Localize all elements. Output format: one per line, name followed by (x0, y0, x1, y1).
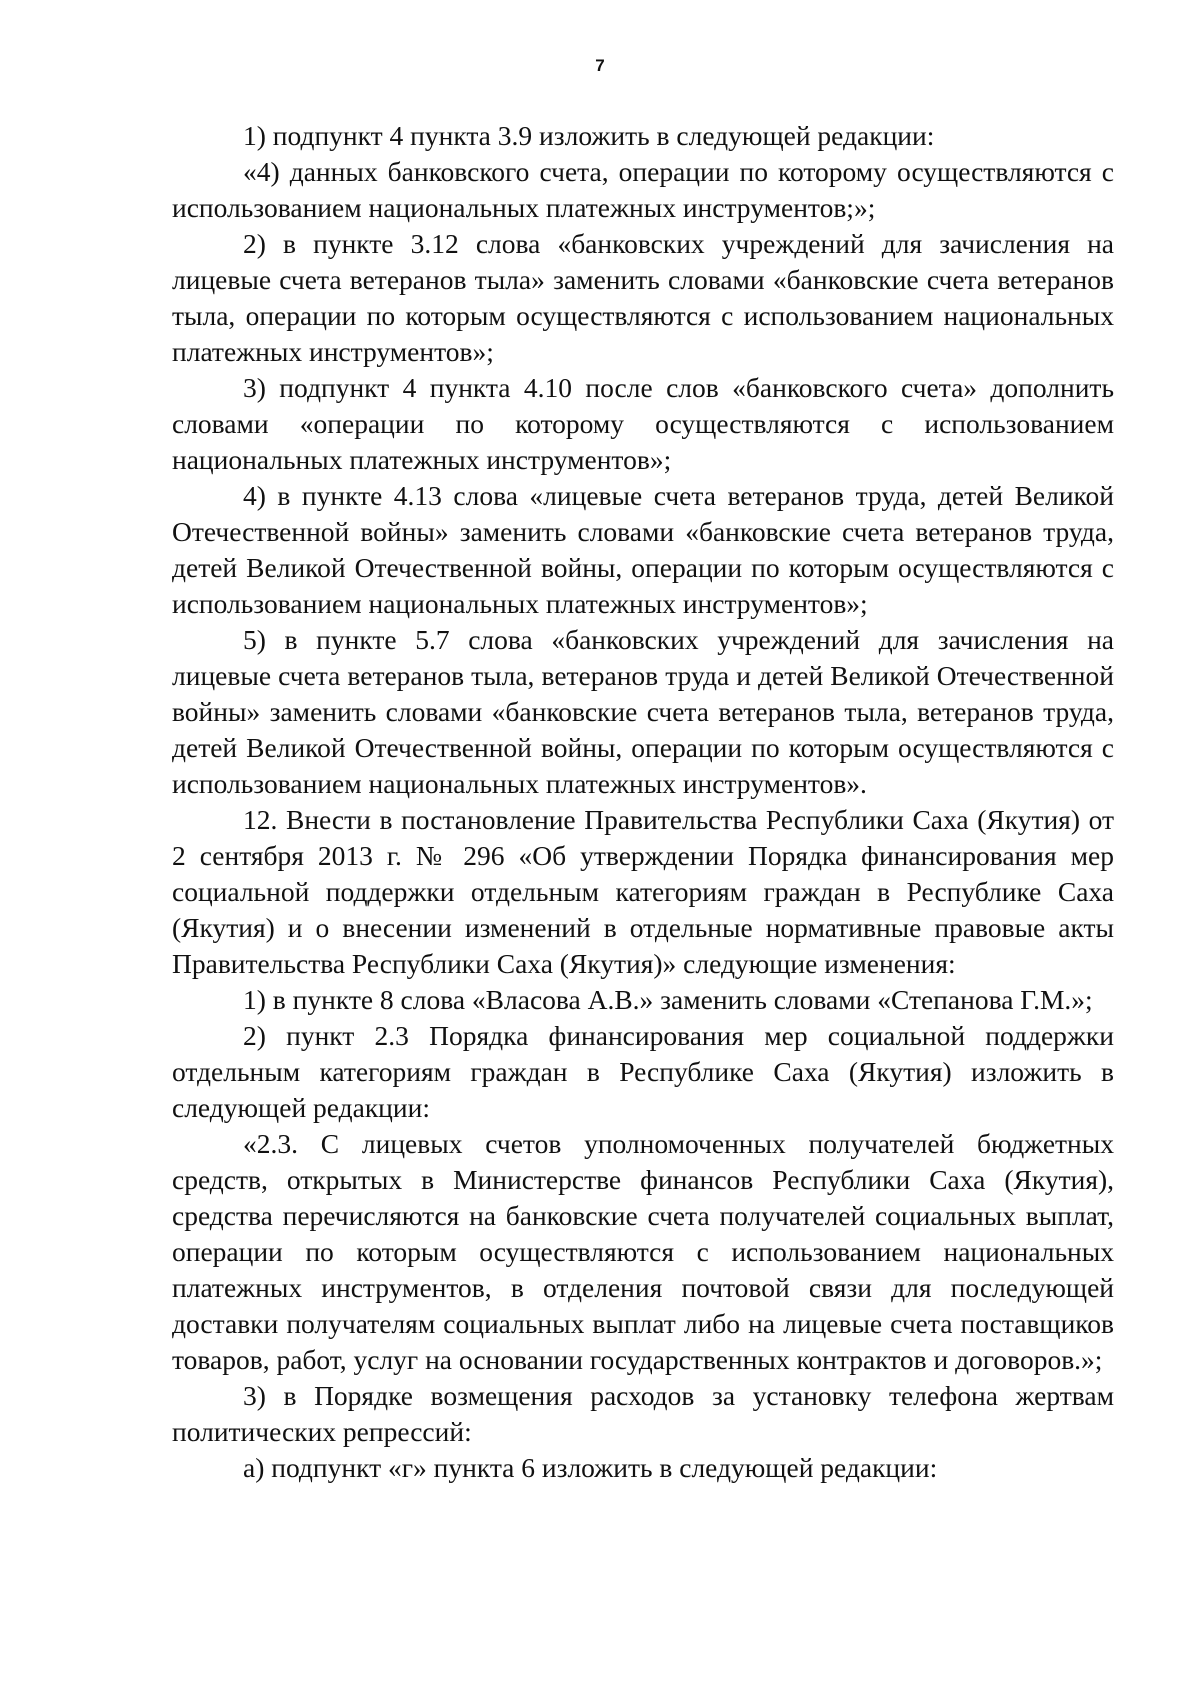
paragraph: 2) пункт 2.3 Порядка финансирования мер социальной поддержки отдельным категориям граждан в Республике Саха (Якутия) изложить в следующей редакции: (172, 1020, 1114, 1123)
paragraph: 3) подпункт 4 пункта 4.10 после слов «банковского счета» дополнить словами «операции по которому осуществляются с использованием национальных платежных инструментов»; (172, 372, 1114, 475)
paragraph: 1) в пункте 8 слова «Власова А.В.» заменить словами «Степанова Г.М.»; (243, 984, 1093, 1015)
document-body (172, 118, 1114, 1486)
paragraph: 5) в пункте 5.7 слова «банковских учреждений для зачисления на лицевые счета ветеранов тыла, ветеранов труда и детей Великой Отечественной войны» заменить словами «банковские счета ветеранов тыла, ветеранов труда, детей Великой Отечественной войны, операции по которым осуществляются с использованием национальных платежных инструментов». (172, 624, 1114, 799)
paragraph: а) подпункт «г» пункта 6 изложить в следующей редакции: (243, 1452, 938, 1483)
paragraph: 12. Внести в постановление Правительства Республики Саха (Якутия) от 2 сентября 2013 г. № 296 «Об утверждении Порядка финансирования мер социальной поддержки отдельным категориям граждан в Республике Саха (Якутия) и о внесении изменений в отдельные нормативные правовые акты Правительства Республики Саха (Якутия)» следующие изменения: (172, 804, 1114, 979)
paragraph: «2.3. С лицевых счетов уполномоченных получателей бюджетных средств, открытых в Министерстве финансов Республики Саха (Якутия), средства перечисляются на банковские счета получателей социальных выплат, операции по которым осуществляются с использованием национальных платежных инструментов, в отделения почтовой связи для последующей доставки получателям социальных выплат либо на лицевые счета поставщиков товаров, работ, услуг на основании государственных контрактов и договоров.»; (172, 1128, 1114, 1375)
paragraph: 3) в Порядке возмещения расходов за установку телефона жертвам политических репрессий: (172, 1380, 1114, 1447)
paragraph: 2) в пункте 3.12 слова «банковских учреждений для зачисления на лицевые счета ветеранов тыла» заменить словами «банковские счета ветеранов тыла, операции по которым осуществляются с использованием национальных платежных инструментов»; (172, 228, 1114, 367)
paragraph: 4) в пункте 4.13 слова «лицевые счета ветеранов труда, детей Великой Отечественной войны» заменить словами «банковские счета ветеранов труда, детей Великой Отечественной войны, операции по которым осуществляются с использованием национальных платежных инструментов»; (172, 480, 1114, 619)
page-number: 7 (595, 56, 605, 75)
paragraph: «4) данных банковского счета, операции по которому осуществляются с использованием национальных платежных инструментов;»; (172, 156, 1114, 223)
paragraph: 1) подпункт 4 пункта 3.9 изложить в следующей редакции: (243, 120, 935, 151)
